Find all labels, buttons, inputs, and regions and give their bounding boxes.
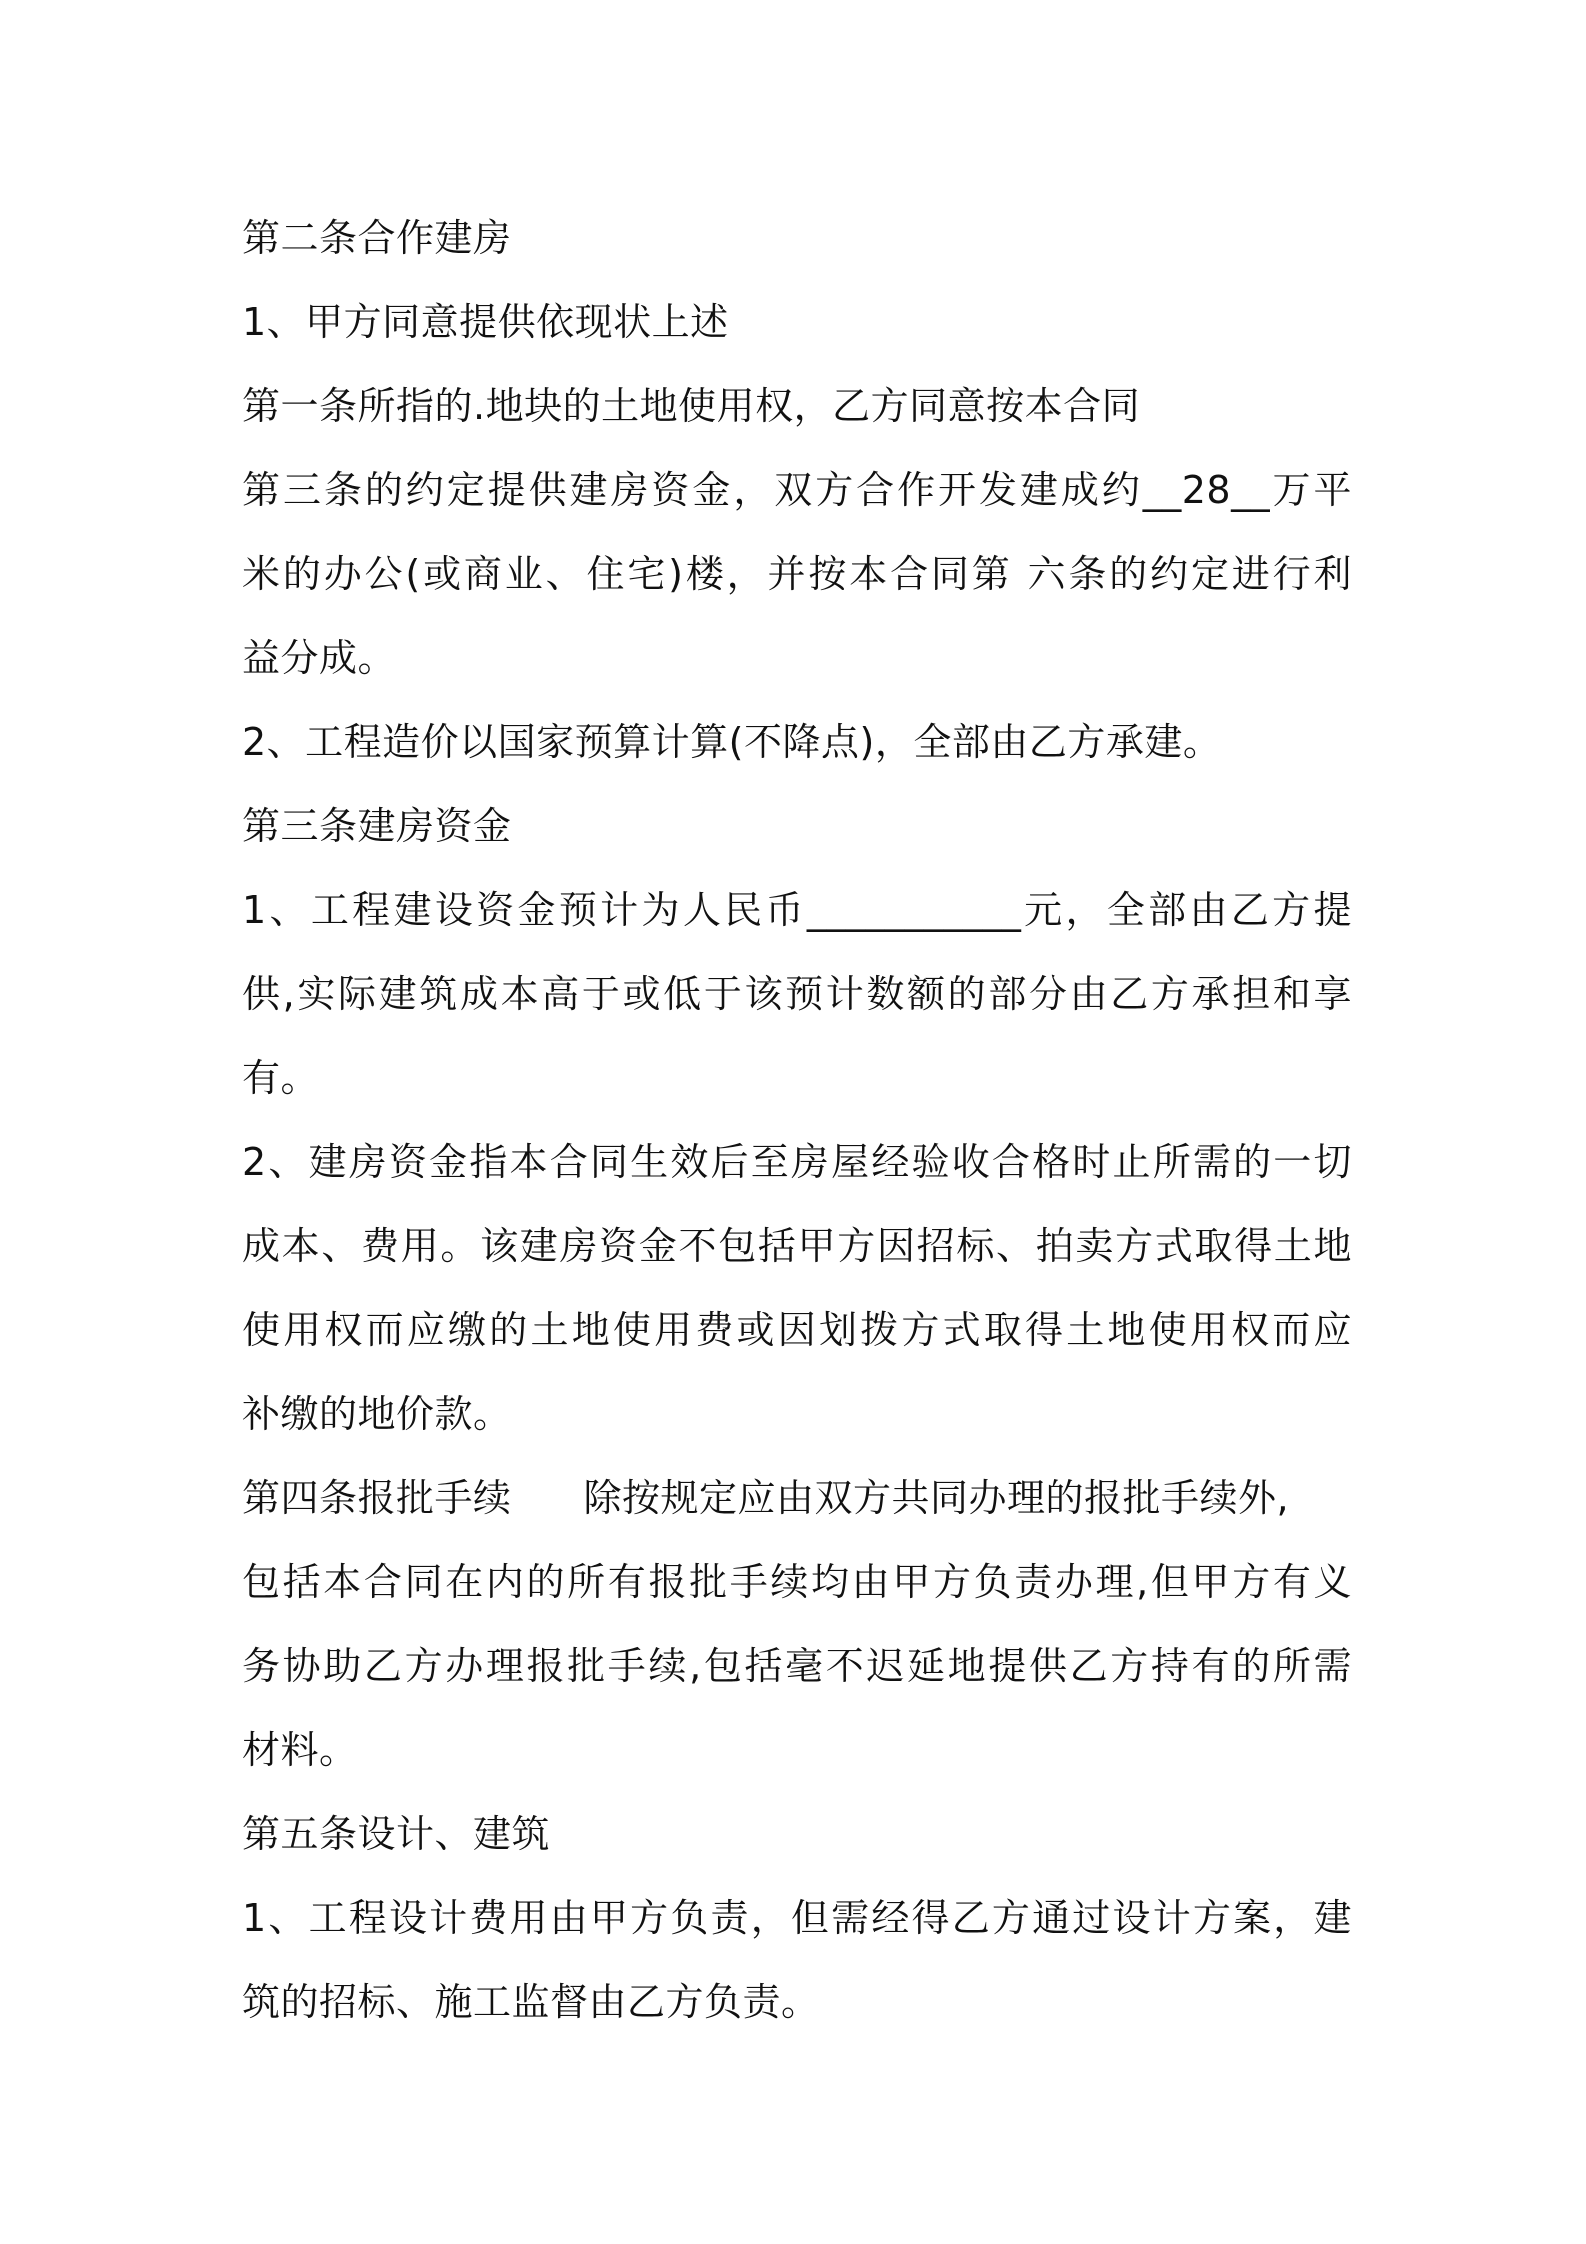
paragraph-line: 包括本合同在内的所有报批手续均由甲方负责办理,但甲方有义 <box>242 1560 1352 1604</box>
article-3-heading: 第三条建房资金 <box>242 804 512 848</box>
article-4-line <box>242 1456 1352 1540</box>
paragraph-line: 第一条所指的.地块的土地使用权，乙方同意按本合同 <box>242 384 1141 428</box>
paragraph-line: 补缴的地价款。 <box>242 1392 512 1436</box>
document-body <box>242 196 1352 2044</box>
article-2-heading: 第二条合作建房 <box>242 216 512 260</box>
paragraph-line: 2、建房资金指本合同生效后至房屋经验收合格时止所需的一切 <box>242 1140 1352 1184</box>
paragraph-line: 有。 <box>242 1056 320 1100</box>
paragraph-line: 2、工程造价以国家预算计算(不降点)，全部由乙方承建。 <box>242 720 1222 764</box>
paragraph-line: 务协助乙方办理报批手续,包括毫不迟延地提供乙方持有的所需 <box>242 1644 1352 1688</box>
paragraph-line: 使用权而应缴的土地使用费或因划拨方式取得土地使用权而应 <box>242 1308 1352 1352</box>
paragraph-line: 益分成。 <box>242 636 397 680</box>
paragraph-line: 成本、费用。该建房资金不包括甲方因招标、拍卖方式取得土地 <box>242 1224 1352 1268</box>
paragraph-line: 材料。 <box>242 1728 358 1772</box>
paragraph-line: 第三条的约定提供建房资金，双方合作开发建成约__28__万平 <box>242 468 1352 512</box>
paragraph-line: 1、工程设计费用由甲方负责，但需经得乙方通过设计方案，建 <box>242 1896 1352 1940</box>
article-4-heading: 第四条报批手续 <box>242 1476 512 1520</box>
paragraph-line: 筑的招标、施工监督由乙方负责。 <box>242 1980 820 2024</box>
paragraph-line: 1、甲方同意提供依现状上述 <box>242 300 729 344</box>
paragraph-line: 米的办公(或商业、住宅)楼，并按本合同第 六条的约定进行利 <box>242 552 1352 596</box>
paragraph-line: 供,实际建筑成本高于或低于该预计数额的部分由乙方承担和享 <box>242 972 1352 1016</box>
article-4-text: 除按规定应由双方共同办理的报批手续外, <box>583 1476 1290 1520</box>
paragraph-line: 1、工程建设资金预计为人民币___________元，全部由乙方提 <box>242 888 1352 932</box>
article-5-heading: 第五条设计、建筑 <box>242 1812 551 1856</box>
